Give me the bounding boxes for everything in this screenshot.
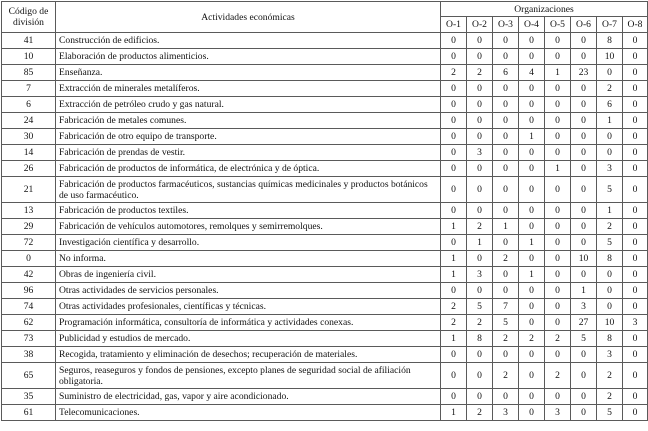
org-8-count-cell: 0 [623, 283, 648, 299]
activity-cell: Elaboración de productos alimenticios. [56, 49, 441, 65]
activity-cell: Suministro de electricidad, gas, vapor y aire acondicionado. [56, 389, 441, 405]
org-1-count-cell: 0 [441, 177, 467, 203]
org-5-count-cell: 0 [545, 315, 571, 331]
org-7-count-cell: 0 [597, 65, 623, 81]
activity-cell: Programación informática, consultoría de informática y actividades conexas. [56, 315, 441, 331]
org-5-count-cell: 0 [545, 347, 571, 363]
table-row [2, 145, 648, 161]
org-3-count-cell: 0 [493, 235, 519, 251]
org-2-count-cell: 8 [467, 331, 493, 347]
org-5-count-cell: 0 [545, 299, 571, 315]
division-code-cell: 73 [2, 331, 56, 347]
table-body [2, 33, 648, 421]
division-code-cell: 10 [2, 49, 56, 65]
table-row [2, 235, 648, 251]
table-row [2, 347, 648, 363]
org-3-count-cell: 0 [493, 267, 519, 283]
org-7-count-cell: 10 [597, 315, 623, 331]
org-1-count-cell: 0 [441, 49, 467, 65]
org-1-count-cell: 0 [441, 203, 467, 219]
org-3-count-cell: 2 [493, 331, 519, 347]
org-3-count-cell: 0 [493, 33, 519, 49]
org-4-count-cell: 1 [519, 129, 545, 145]
activity-cell: Otras actividades de servicios personales. [56, 283, 441, 299]
table-row [2, 363, 648, 389]
org-5-count-cell: 0 [545, 129, 571, 145]
org-2-count-cell: 0 [467, 113, 493, 129]
org-3-count-cell: 2 [493, 363, 519, 389]
org-1-count-cell: 0 [441, 81, 467, 97]
org-2-count-cell: 0 [467, 347, 493, 363]
org-7-count-cell: 2 [597, 219, 623, 235]
header-org-8: O-8 [623, 17, 648, 33]
table-row [2, 299, 648, 315]
org-1-count-cell: 1 [441, 267, 467, 283]
org-8-count-cell: 0 [623, 177, 648, 203]
org-7-count-cell: 5 [597, 177, 623, 203]
org-4-count-cell: 1 [519, 235, 545, 251]
org-2-count-cell: 0 [467, 161, 493, 177]
org-5-count-cell: 0 [545, 267, 571, 283]
org-6-count-cell: 0 [571, 389, 597, 405]
org-7-count-cell: 8 [597, 33, 623, 49]
org-5-count-cell: 2 [545, 331, 571, 347]
division-code-cell: 7 [2, 81, 56, 97]
org-8-count-cell: 0 [623, 203, 648, 219]
org-2-count-cell: 2 [467, 405, 493, 421]
table-row [2, 97, 648, 113]
org-1-count-cell: 0 [441, 97, 467, 113]
division-code-cell: 14 [2, 145, 56, 161]
org-8-count-cell: 0 [623, 49, 648, 65]
activity-cell: Telecomunicaciones. [56, 405, 441, 421]
header-economic-activities: Actividades económicas [56, 2, 441, 33]
org-1-count-cell: 1 [441, 405, 467, 421]
org-5-count-cell: 3 [545, 405, 571, 421]
org-6-count-cell: 0 [571, 81, 597, 97]
table-row [2, 405, 648, 421]
org-5-count-cell: 0 [545, 177, 571, 203]
division-code-cell: 65 [2, 363, 56, 389]
org-6-count-cell: 3 [571, 299, 597, 315]
division-code-cell: 24 [2, 113, 56, 129]
org-7-count-cell: 2 [597, 81, 623, 97]
org-7-count-cell: 6 [597, 97, 623, 113]
org-1-count-cell: 0 [441, 235, 467, 251]
org-3-count-cell: 0 [493, 161, 519, 177]
org-2-count-cell: 0 [467, 251, 493, 267]
org-1-count-cell: 0 [441, 145, 467, 161]
org-1-count-cell: 0 [441, 347, 467, 363]
org-7-count-cell: 1 [597, 113, 623, 129]
org-8-count-cell: 0 [623, 219, 648, 235]
org-6-count-cell: 27 [571, 315, 597, 331]
org-2-count-cell: 2 [467, 219, 493, 235]
org-2-count-cell: 0 [467, 81, 493, 97]
org-1-count-cell: 2 [441, 315, 467, 331]
division-code-cell: 29 [2, 219, 56, 235]
org-4-count-cell: 0 [519, 177, 545, 203]
org-5-count-cell: 0 [545, 389, 571, 405]
org-1-count-cell: 0 [441, 129, 467, 145]
org-2-count-cell: 0 [467, 177, 493, 203]
table-row [2, 219, 648, 235]
org-4-count-cell: 0 [519, 405, 545, 421]
activity-cell: Enseñanza. [56, 65, 441, 81]
org-8-count-cell: 0 [623, 129, 648, 145]
org-8-count-cell: 0 [623, 267, 648, 283]
activity-cell: Fabricación de prendas de vestir. [56, 145, 441, 161]
org-3-count-cell: 5 [493, 315, 519, 331]
org-5-count-cell: 1 [545, 65, 571, 81]
org-8-count-cell: 0 [623, 81, 648, 97]
org-5-count-cell: 0 [545, 49, 571, 65]
org-6-count-cell: 0 [571, 145, 597, 161]
org-2-count-cell: 3 [467, 267, 493, 283]
table-row [2, 203, 648, 219]
org-7-count-cell: 10 [597, 49, 623, 65]
org-4-count-cell: 0 [519, 97, 545, 113]
org-4-count-cell: 1 [519, 267, 545, 283]
org-4-count-cell: 0 [519, 363, 545, 389]
activity-cell: Fabricación de productos textiles. [56, 203, 441, 219]
org-6-count-cell: 0 [571, 129, 597, 145]
org-1-count-cell: 0 [441, 33, 467, 49]
org-4-count-cell: 0 [519, 315, 545, 331]
org-6-count-cell: 10 [571, 251, 597, 267]
header-organizations: Organizaciones [441, 2, 648, 17]
org-1-count-cell: 0 [441, 363, 467, 389]
org-5-count-cell: 0 [545, 235, 571, 251]
org-8-count-cell: 0 [623, 113, 648, 129]
org-6-count-cell: 0 [571, 405, 597, 421]
org-7-count-cell: 5 [597, 405, 623, 421]
org-8-count-cell: 3 [623, 315, 648, 331]
activity-cell: Recogida, tratamiento y eliminación de desechos; recuperación de materiales. [56, 347, 441, 363]
org-2-count-cell: 0 [467, 283, 493, 299]
org-3-count-cell: 0 [493, 347, 519, 363]
org-1-count-cell: 0 [441, 113, 467, 129]
header-org-7: O-7 [597, 17, 623, 33]
org-2-count-cell: 0 [467, 49, 493, 65]
org-3-count-cell: 3 [493, 405, 519, 421]
org-6-count-cell: 0 [571, 113, 597, 129]
org-3-count-cell: 0 [493, 177, 519, 203]
org-5-count-cell: 0 [545, 97, 571, 113]
org-6-count-cell: 0 [571, 49, 597, 65]
division-code-cell: 30 [2, 129, 56, 145]
division-code-cell: 72 [2, 235, 56, 251]
table-row [2, 177, 648, 203]
activity-cell: Fabricación de productos de informática, de electrónica y de óptica. [56, 161, 441, 177]
division-code-cell: 0 [2, 251, 56, 267]
org-8-count-cell: 0 [623, 65, 648, 81]
activity-cell: Extracción de petróleo crudo y gas natural. [56, 97, 441, 113]
division-code-cell: 38 [2, 347, 56, 363]
activity-cell: Otras actividades profesionales, científicas y técnicas. [56, 299, 441, 315]
org-8-count-cell: 0 [623, 145, 648, 161]
org-3-count-cell: 0 [493, 145, 519, 161]
org-7-count-cell: 1 [597, 203, 623, 219]
org-8-count-cell: 0 [623, 363, 648, 389]
org-7-count-cell: 0 [597, 129, 623, 145]
header-org-3: O-3 [493, 17, 519, 33]
division-code-cell: 21 [2, 177, 56, 203]
org-7-count-cell: 0 [597, 283, 623, 299]
org-4-count-cell: 0 [519, 347, 545, 363]
org-4-count-cell: 0 [519, 389, 545, 405]
header-org-5: O-5 [545, 17, 571, 33]
org-4-count-cell: 2 [519, 331, 545, 347]
table-row [2, 315, 648, 331]
activity-cell: Seguros, reaseguros y fondos de pensiones, excepto planes de seguridad social de afiliación obligatoria. [56, 363, 441, 389]
table-row [2, 251, 648, 267]
org-5-count-cell: 0 [545, 113, 571, 129]
org-3-count-cell: 0 [493, 129, 519, 145]
org-7-count-cell: 2 [597, 363, 623, 389]
org-3-count-cell: 0 [493, 49, 519, 65]
org-4-count-cell: 0 [519, 33, 545, 49]
org-1-count-cell: 1 [441, 331, 467, 347]
org-3-count-cell: 0 [493, 97, 519, 113]
org-5-count-cell: 0 [545, 251, 571, 267]
activity-cell: Fabricación de vehículos automotores, remolques y semirremolques. [56, 219, 441, 235]
activity-cell: Fabricación de otro equipo de transporte. [56, 129, 441, 145]
org-2-count-cell: 0 [467, 363, 493, 389]
org-4-count-cell: 0 [519, 219, 545, 235]
org-2-count-cell: 5 [467, 299, 493, 315]
org-2-count-cell: 2 [467, 65, 493, 81]
org-5-count-cell: 0 [545, 219, 571, 235]
org-5-count-cell: 0 [545, 81, 571, 97]
table-row [2, 267, 648, 283]
header-division-code: Código de división [2, 2, 56, 33]
table-row [2, 65, 648, 81]
division-code-cell: 35 [2, 389, 56, 405]
activity-cell: Construcción de edificios. [56, 33, 441, 49]
org-3-count-cell: 1 [493, 219, 519, 235]
table-row [2, 49, 648, 65]
table-row [2, 283, 648, 299]
org-8-count-cell: 0 [623, 347, 648, 363]
org-3-count-cell: 0 [493, 113, 519, 129]
org-4-count-cell: 0 [519, 283, 545, 299]
table-row [2, 113, 648, 129]
org-6-count-cell: 0 [571, 235, 597, 251]
org-2-count-cell: 0 [467, 33, 493, 49]
org-7-count-cell: 5 [597, 235, 623, 251]
org-6-count-cell: 23 [571, 65, 597, 81]
org-6-count-cell: 0 [571, 219, 597, 235]
table-row [2, 331, 648, 347]
org-4-count-cell: 0 [519, 113, 545, 129]
header-org-4: O-4 [519, 17, 545, 33]
org-6-count-cell: 0 [571, 161, 597, 177]
table-row [2, 389, 648, 405]
org-2-count-cell: 1 [467, 235, 493, 251]
table-row [2, 81, 648, 97]
org-4-count-cell: 4 [519, 65, 545, 81]
header-org-2: O-2 [467, 17, 493, 33]
org-8-count-cell: 0 [623, 251, 648, 267]
org-8-count-cell: 0 [623, 235, 648, 251]
org-7-count-cell: 8 [597, 331, 623, 347]
org-4-count-cell: 0 [519, 81, 545, 97]
org-8-count-cell: 0 [623, 161, 648, 177]
org-1-count-cell: 2 [441, 65, 467, 81]
division-code-cell: 13 [2, 203, 56, 219]
org-1-count-cell: 0 [441, 283, 467, 299]
division-code-cell: 41 [2, 33, 56, 49]
org-7-count-cell: 3 [597, 161, 623, 177]
org-3-count-cell: 7 [493, 299, 519, 315]
org-4-count-cell: 0 [519, 145, 545, 161]
org-7-count-cell: 3 [597, 347, 623, 363]
activity-cell: Investigación científica y desarrollo. [56, 235, 441, 251]
division-code-cell: 62 [2, 315, 56, 331]
org-3-count-cell: 6 [493, 65, 519, 81]
org-1-count-cell: 1 [441, 219, 467, 235]
header-org-6: O-6 [571, 17, 597, 33]
org-2-count-cell: 3 [467, 145, 493, 161]
org-7-count-cell: 2 [597, 389, 623, 405]
org-7-count-cell: 0 [597, 145, 623, 161]
org-6-count-cell: 0 [571, 363, 597, 389]
org-2-count-cell: 0 [467, 389, 493, 405]
org-7-count-cell: 0 [597, 299, 623, 315]
org-5-count-cell: 1 [545, 161, 571, 177]
org-4-count-cell: 0 [519, 161, 545, 177]
org-4-count-cell: 0 [519, 203, 545, 219]
org-6-count-cell: 0 [571, 347, 597, 363]
activity-cell: Fabricación de productos farmacéuticos, sustancias químicas medicinales y productos botánicos de uso farmacéutico. [56, 177, 441, 203]
org-6-count-cell: 0 [571, 177, 597, 203]
org-5-count-cell: 0 [545, 203, 571, 219]
org-3-count-cell: 0 [493, 389, 519, 405]
org-8-count-cell: 0 [623, 389, 648, 405]
org-3-count-cell: 0 [493, 81, 519, 97]
activity-cell: Publicidad y estudios de mercado. [56, 331, 441, 347]
org-6-count-cell: 0 [571, 203, 597, 219]
org-7-count-cell: 0 [597, 267, 623, 283]
org-2-count-cell: 0 [467, 203, 493, 219]
division-code-cell: 26 [2, 161, 56, 177]
header-org-1: O-1 [441, 17, 467, 33]
org-2-count-cell: 2 [467, 315, 493, 331]
division-code-cell: 6 [2, 97, 56, 113]
org-4-count-cell: 0 [519, 251, 545, 267]
table-row [2, 33, 648, 49]
org-4-count-cell: 0 [519, 49, 545, 65]
division-code-cell: 74 [2, 299, 56, 315]
division-code-cell: 96 [2, 283, 56, 299]
org-6-count-cell: 0 [571, 267, 597, 283]
org-2-count-cell: 0 [467, 129, 493, 145]
table-row [2, 129, 648, 145]
org-6-count-cell: 0 [571, 97, 597, 113]
org-1-count-cell: 1 [441, 251, 467, 267]
division-code-cell: 42 [2, 267, 56, 283]
activity-cell: No informa. [56, 251, 441, 267]
org-8-count-cell: 0 [623, 97, 648, 113]
org-3-count-cell: 0 [493, 203, 519, 219]
activity-cell: Obras de ingeniería civil. [56, 267, 441, 283]
org-8-count-cell: 0 [623, 405, 648, 421]
org-2-count-cell: 0 [467, 97, 493, 113]
org-1-count-cell: 0 [441, 161, 467, 177]
org-8-count-cell: 0 [623, 331, 648, 347]
org-8-count-cell: 0 [623, 299, 648, 315]
org-1-count-cell: 0 [441, 389, 467, 405]
org-8-count-cell: 0 [623, 33, 648, 49]
economic-activities-table [1, 1, 648, 421]
org-5-count-cell: 0 [545, 145, 571, 161]
division-code-cell: 85 [2, 65, 56, 81]
table-row [2, 161, 648, 177]
activity-cell: Extracción de minerales metalíferos. [56, 81, 441, 97]
org-3-count-cell: 2 [493, 251, 519, 267]
org-4-count-cell: 0 [519, 299, 545, 315]
org-7-count-cell: 8 [597, 251, 623, 267]
org-3-count-cell: 0 [493, 283, 519, 299]
org-5-count-cell: 0 [545, 283, 571, 299]
org-1-count-cell: 2 [441, 299, 467, 315]
org-6-count-cell: 5 [571, 331, 597, 347]
org-6-count-cell: 0 [571, 33, 597, 49]
division-code-cell: 61 [2, 405, 56, 421]
org-5-count-cell: 2 [545, 363, 571, 389]
activity-cell: Fabricación de metales comunes. [56, 113, 441, 129]
org-5-count-cell: 0 [545, 33, 571, 49]
org-6-count-cell: 1 [571, 283, 597, 299]
